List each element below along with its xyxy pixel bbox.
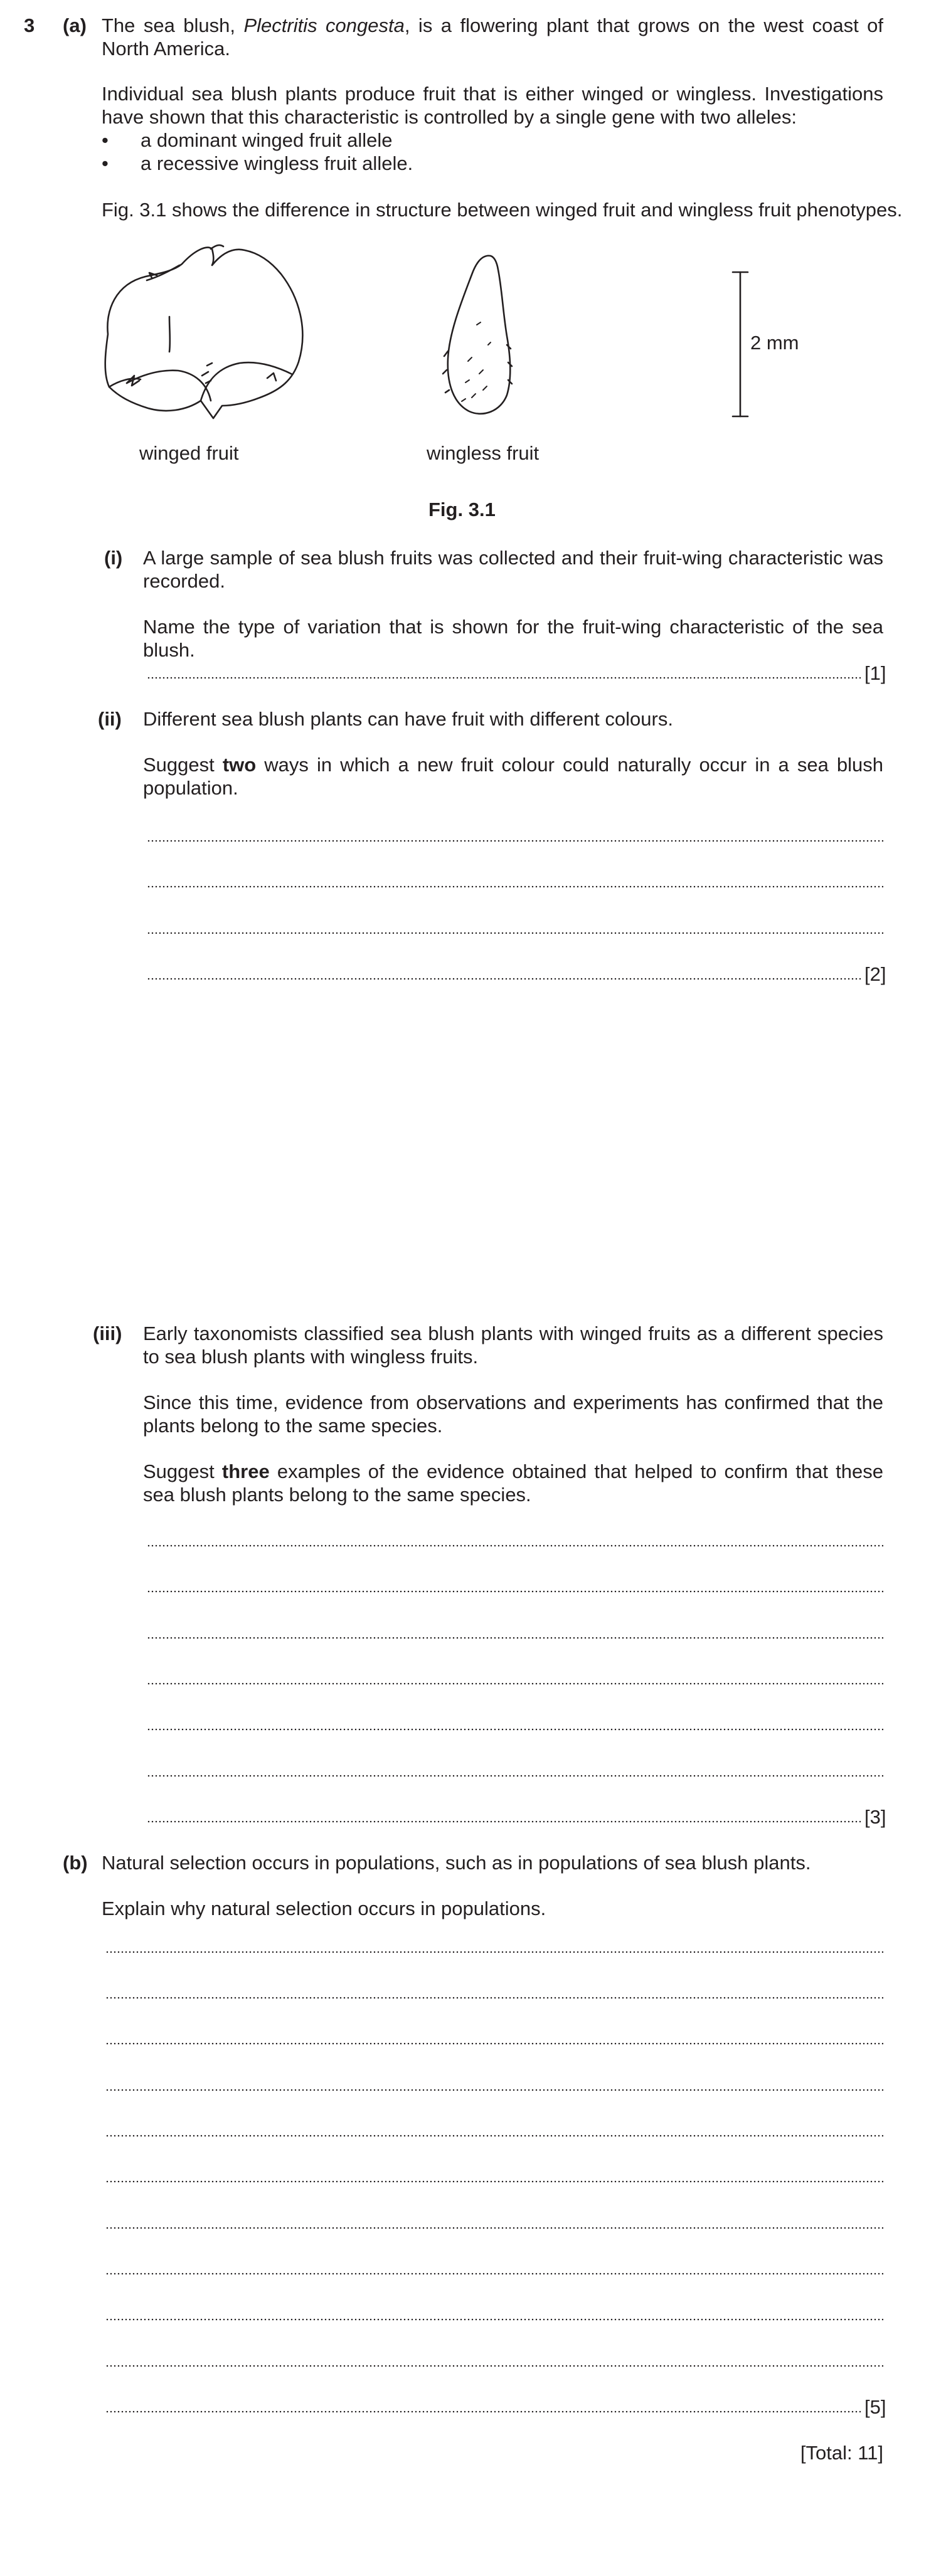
answer-line[interactable] (105, 2318, 883, 2321)
mark-allocation: [3] (864, 1806, 886, 1828)
bullet-text: a dominant winged fruit allele (141, 129, 393, 151)
sub-iii-text-1: Early taxonomists classified sea blush plants with winged fruits as a different species to sea blush plants with wingless fruits. (143, 1322, 883, 1368)
answer-line[interactable] (147, 1590, 883, 1593)
sub-i-text-1: A large sample of sea blush fruits was collected and their fruit-wing characteristic was recorded. (143, 547, 883, 592)
answer-line[interactable] (105, 2227, 883, 2229)
part-b-text-1: Natural selection occurs in populations, such as in populations of sea blush plants. (102, 1852, 811, 1874)
sub-ii-label: (ii) (98, 708, 122, 730)
mark-allocation: [2] (864, 963, 886, 985)
sub-iii-text-2: Since this time, evidence from observations and experiments has confirmed that the plants belong to the same species. (143, 1391, 883, 1437)
part-a-intro: The sea blush, Plectritis congesta, is a flowering plant that grows on the west coast of North America. (102, 14, 883, 60)
sub-ii-text-1: Different sea blush plants can have fruit with different colours. (143, 708, 673, 730)
answer-line[interactable] (105, 1997, 883, 1999)
answer-line[interactable] (105, 2180, 883, 2183)
bullet-symbol: • (102, 152, 109, 174)
answer-line[interactable] (105, 2042, 883, 2045)
answer-line[interactable] (147, 1544, 883, 1547)
answer-line[interactable] (105, 1951, 883, 1953)
answer-line[interactable] (105, 2365, 883, 2367)
scale-bar-label: 2 mm (750, 332, 799, 354)
sub-i-label: (i) (104, 547, 123, 569)
sub-ii-text-2: Suggest two ways in which a new fruit colour could naturally occur in a sea blush population. (143, 754, 883, 799)
answer-line[interactable] (105, 2410, 861, 2413)
answer-line[interactable] (105, 2135, 883, 2137)
winged-fruit-caption: winged fruit (139, 442, 239, 464)
answer-line[interactable] (147, 1728, 883, 1731)
part-a-paragraph-2: Individual sea blush plants produce fruit that is either winged or wingless. Investigations have shown that this characteristic is controlled by a single gene with two alleles: (102, 83, 883, 128)
figure-intro: Fig. 3.1 shows the difference in structure between winged fruit and wingless fruit phenotypes. (102, 199, 903, 221)
mark-allocation: [5] (864, 2396, 886, 2418)
answer-line[interactable] (147, 1820, 861, 1823)
sub-iii-label: (iii) (93, 1322, 122, 1344)
species-name: Plectritis congesta (243, 14, 405, 36)
answer-line[interactable] (147, 978, 861, 980)
part-a-label: (a) (63, 14, 87, 36)
total-marks: [Total: 11] (800, 2442, 883, 2464)
answer-line[interactable] (147, 1637, 883, 1639)
answer-line[interactable] (147, 677, 861, 679)
answer-line[interactable] (105, 2272, 883, 2275)
answer-line[interactable] (105, 2089, 883, 2091)
answer-line[interactable] (147, 1775, 883, 1777)
answer-line[interactable] (147, 840, 883, 842)
bullet-symbol: • (102, 129, 109, 151)
mark-allocation: [1] (864, 662, 886, 684)
part-b-label: (b) (63, 1852, 88, 1874)
part-b-text-2: Explain why natural selection occurs in populations. (102, 1898, 546, 1919)
sub-i-text-2: Name the type of variation that is shown for the fruit-wing characteristic of the sea blush. (143, 616, 883, 661)
bullet-text: a recessive wingless fruit allele. (141, 152, 413, 174)
answer-line[interactable] (147, 932, 883, 934)
sub-iii-text-3: Suggest three examples of the evidence obtained that helped to confirm that these sea blush plants belong to the same species. (143, 1460, 883, 1506)
winged-fruit-drawing (100, 241, 314, 423)
question-number: 3 (24, 14, 35, 36)
answer-line[interactable] (147, 1682, 883, 1685)
scale-bar (728, 270, 753, 420)
answer-line[interactable] (147, 885, 883, 888)
wingless-fruit-caption: wingless fruit (427, 442, 540, 464)
figure-title: Fig. 3.1 (428, 499, 496, 520)
wingless-fruit-drawing (433, 251, 533, 426)
